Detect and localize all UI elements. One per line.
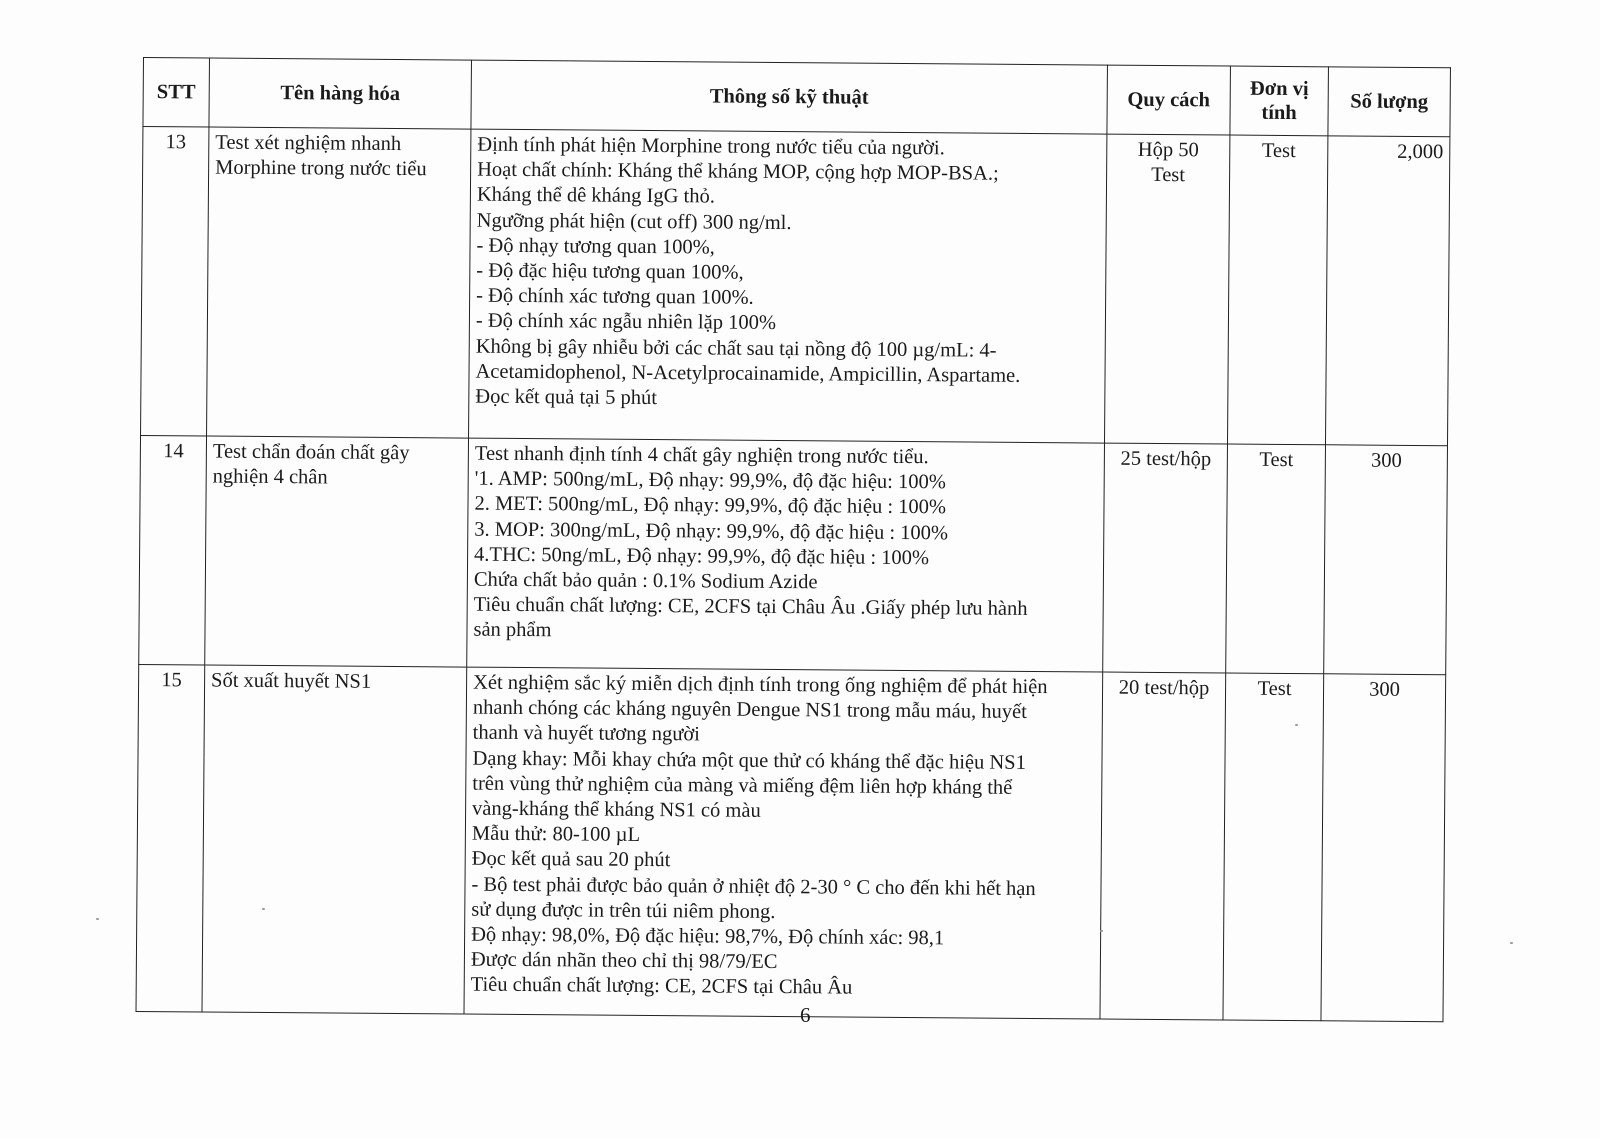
scanned-sheet: [135, 57, 1449, 1022]
spec-line: Ngưỡng phát hiện (cut off) 300 ng/ml.: [476, 209, 792, 234]
header-unit: [1230, 66, 1329, 136]
name-line: Morphine trong nước tiểu: [215, 156, 427, 181]
header-specification: Thông số kỹ thuật: [471, 60, 1108, 134]
row-specification: [467, 438, 1105, 672]
row-packaging: [1100, 672, 1226, 1020]
spec-line: nhanh chóng các kháng nguyên Dengue NS1 trong mẫu máu, huyết: [472, 696, 1027, 724]
spec-line: 3. MOP: 300ng/mL, Độ nhạy: 99,9%, độ đặc hiệu : 100%: [474, 518, 949, 544]
row-specification: [469, 129, 1107, 443]
table-row: [139, 435, 1448, 674]
row-quantity: 300: [1324, 445, 1448, 675]
spec-line: Dạng khay: Mỗi khay chứa một que thử có kháng thể đặc hiệu NS1: [472, 747, 1026, 774]
row-specification: [464, 667, 1103, 1019]
row-unit: Test: [1227, 135, 1327, 445]
header-unit-line: Đơn vị: [1249, 77, 1309, 101]
spec-line: Xét nghiệm sắc ký miễn dịch định tính trong ống nghiệm để phát hiện: [473, 671, 1048, 699]
spec-line: vàng-kháng thể kháng NS1 có màu: [472, 797, 761, 822]
spec-line: - Bộ test phải được bảo quản ở nhiệt độ 2-30 ° C cho đến khi hết hạn: [471, 873, 1036, 900]
spec-line: - Độ chính xác tương quan 100%.: [476, 284, 754, 310]
row-item-name: [205, 436, 469, 667]
header-unit-line: tính: [1261, 101, 1297, 125]
spec-line: Hoạt chất chính: Kháng thể kháng MOP, cộng hợp MOP-BSA.;: [477, 158, 999, 185]
spec-line: Mẫu thử: 80-100 µL: [471, 822, 641, 847]
spec-line: Được dán nhãn theo chỉ thị 98/79/EC: [470, 948, 778, 974]
spec-line: sản phẩm: [473, 619, 552, 642]
spec-line: 4.THC: 50ng/mL, Độ nhạy: 99,9%, độ đặc hiệu : 100%: [474, 543, 930, 570]
table-row: [141, 127, 1450, 446]
scan-speck: [1510, 942, 1513, 944]
spec-line: Test nhanh định tính 4 chất gây nghiện trong nước tiểu.: [474, 442, 929, 469]
spec-line: Định tính phát hiện Morphine trong nước tiểu của người.: [477, 133, 945, 160]
spec-line: Tiêu chuẩn chất lượng: CE, 2CFS tại Châu Âu: [470, 974, 853, 1000]
spec-line: Chứa chất bảo quản : 0.1% Sodium Azide: [473, 568, 818, 594]
spec-line: Đọc kết quả tại 5 phút: [475, 385, 658, 410]
spec-line: Độ nhạy: 98,0%, Độ đặc hiệu: 98,7%, Độ chính xác: 98,1: [471, 923, 945, 950]
row-item-name: [207, 127, 471, 438]
spec-line: - Độ chính xác ngẫu nhiên lặp 100%: [475, 310, 777, 335]
spec-line: sử dụng được in trên túi niêm phong.: [471, 898, 776, 923]
name-line: Test chẩn đoán chất gây: [212, 440, 410, 465]
specification-table: [135, 57, 1450, 1022]
row-quantity: 2,000: [1325, 136, 1449, 446]
spec-line: '1. AMP: 500ng/mL, Độ nhạy: 99,9%, độ đặc hiệu: 100%: [474, 467, 946, 494]
name-line: Test xét nghiệm nhanh: [215, 131, 402, 156]
page-number: 6: [800, 1003, 811, 1027]
spec-line: thanh và huyết tương người: [472, 722, 701, 746]
scan-speck: [1295, 724, 1298, 726]
table-row: [136, 664, 1446, 1021]
header-packaging: Quy cách: [1107, 65, 1231, 135]
pack-line: Hộp 50: [1137, 138, 1199, 162]
pack-line: Test: [1151, 164, 1186, 187]
row-unit: Test: [1226, 444, 1326, 674]
row-stt: 13: [141, 127, 209, 437]
row-stt: 15: [136, 664, 205, 1012]
spec-line: Tiêu chuẩn chất lượng: CE, 2CFS tại Châu Âu .Giấy phép lưu hành: [473, 593, 1028, 621]
row-stt: 14: [139, 435, 207, 665]
scan-speck: [96, 918, 99, 920]
pack-line: 25 test/hộp: [1120, 447, 1212, 471]
spec-line: 2. MET: 500ng/mL, Độ nhạy: 99,9%, độ đặc hiệu : 100%: [474, 493, 947, 519]
name-line: nghiện 4 chân: [212, 465, 328, 489]
name-line: Sốt xuất huyết NS1: [211, 669, 372, 693]
scan-speck: [262, 908, 265, 910]
pack-line: 20 test/hộp: [1118, 676, 1210, 700]
table-header-row: [143, 58, 1451, 137]
spec-line: Đọc kết quả sau 20 phút: [471, 848, 671, 872]
row-packaging: [1103, 443, 1228, 673]
row-quantity: 300: [1321, 674, 1446, 1022]
spec-line: - Độ nhạy tương quan 100%,: [476, 234, 715, 259]
spec-line: - Độ đặc hiệu tương quan 100%,: [476, 259, 744, 284]
spec-line: trên vùng thử nghiệm của màng và miếng đệm liên hợp kháng thể: [472, 772, 1013, 799]
spec-line: Acetamidophenol, N-Acetylprocainamide, Ampicillin, Aspartame.: [475, 360, 1021, 387]
scan-speck: [1100, 930, 1103, 932]
row-unit: Test: [1223, 673, 1324, 1021]
row-item-name: [202, 665, 467, 1014]
header-quantity: Số lượng: [1328, 67, 1451, 137]
spec-line: Kháng thể dê kháng IgG thỏ.: [476, 184, 715, 208]
spec-line: Không bị gây nhiễu bởi các chất sau tại nồng độ 100 µg/mL: 4-: [475, 335, 997, 362]
row-packaging: [1104, 134, 1229, 444]
header-stt: STT: [143, 58, 210, 128]
header-item-name: Tên hàng hóa: [209, 58, 472, 129]
